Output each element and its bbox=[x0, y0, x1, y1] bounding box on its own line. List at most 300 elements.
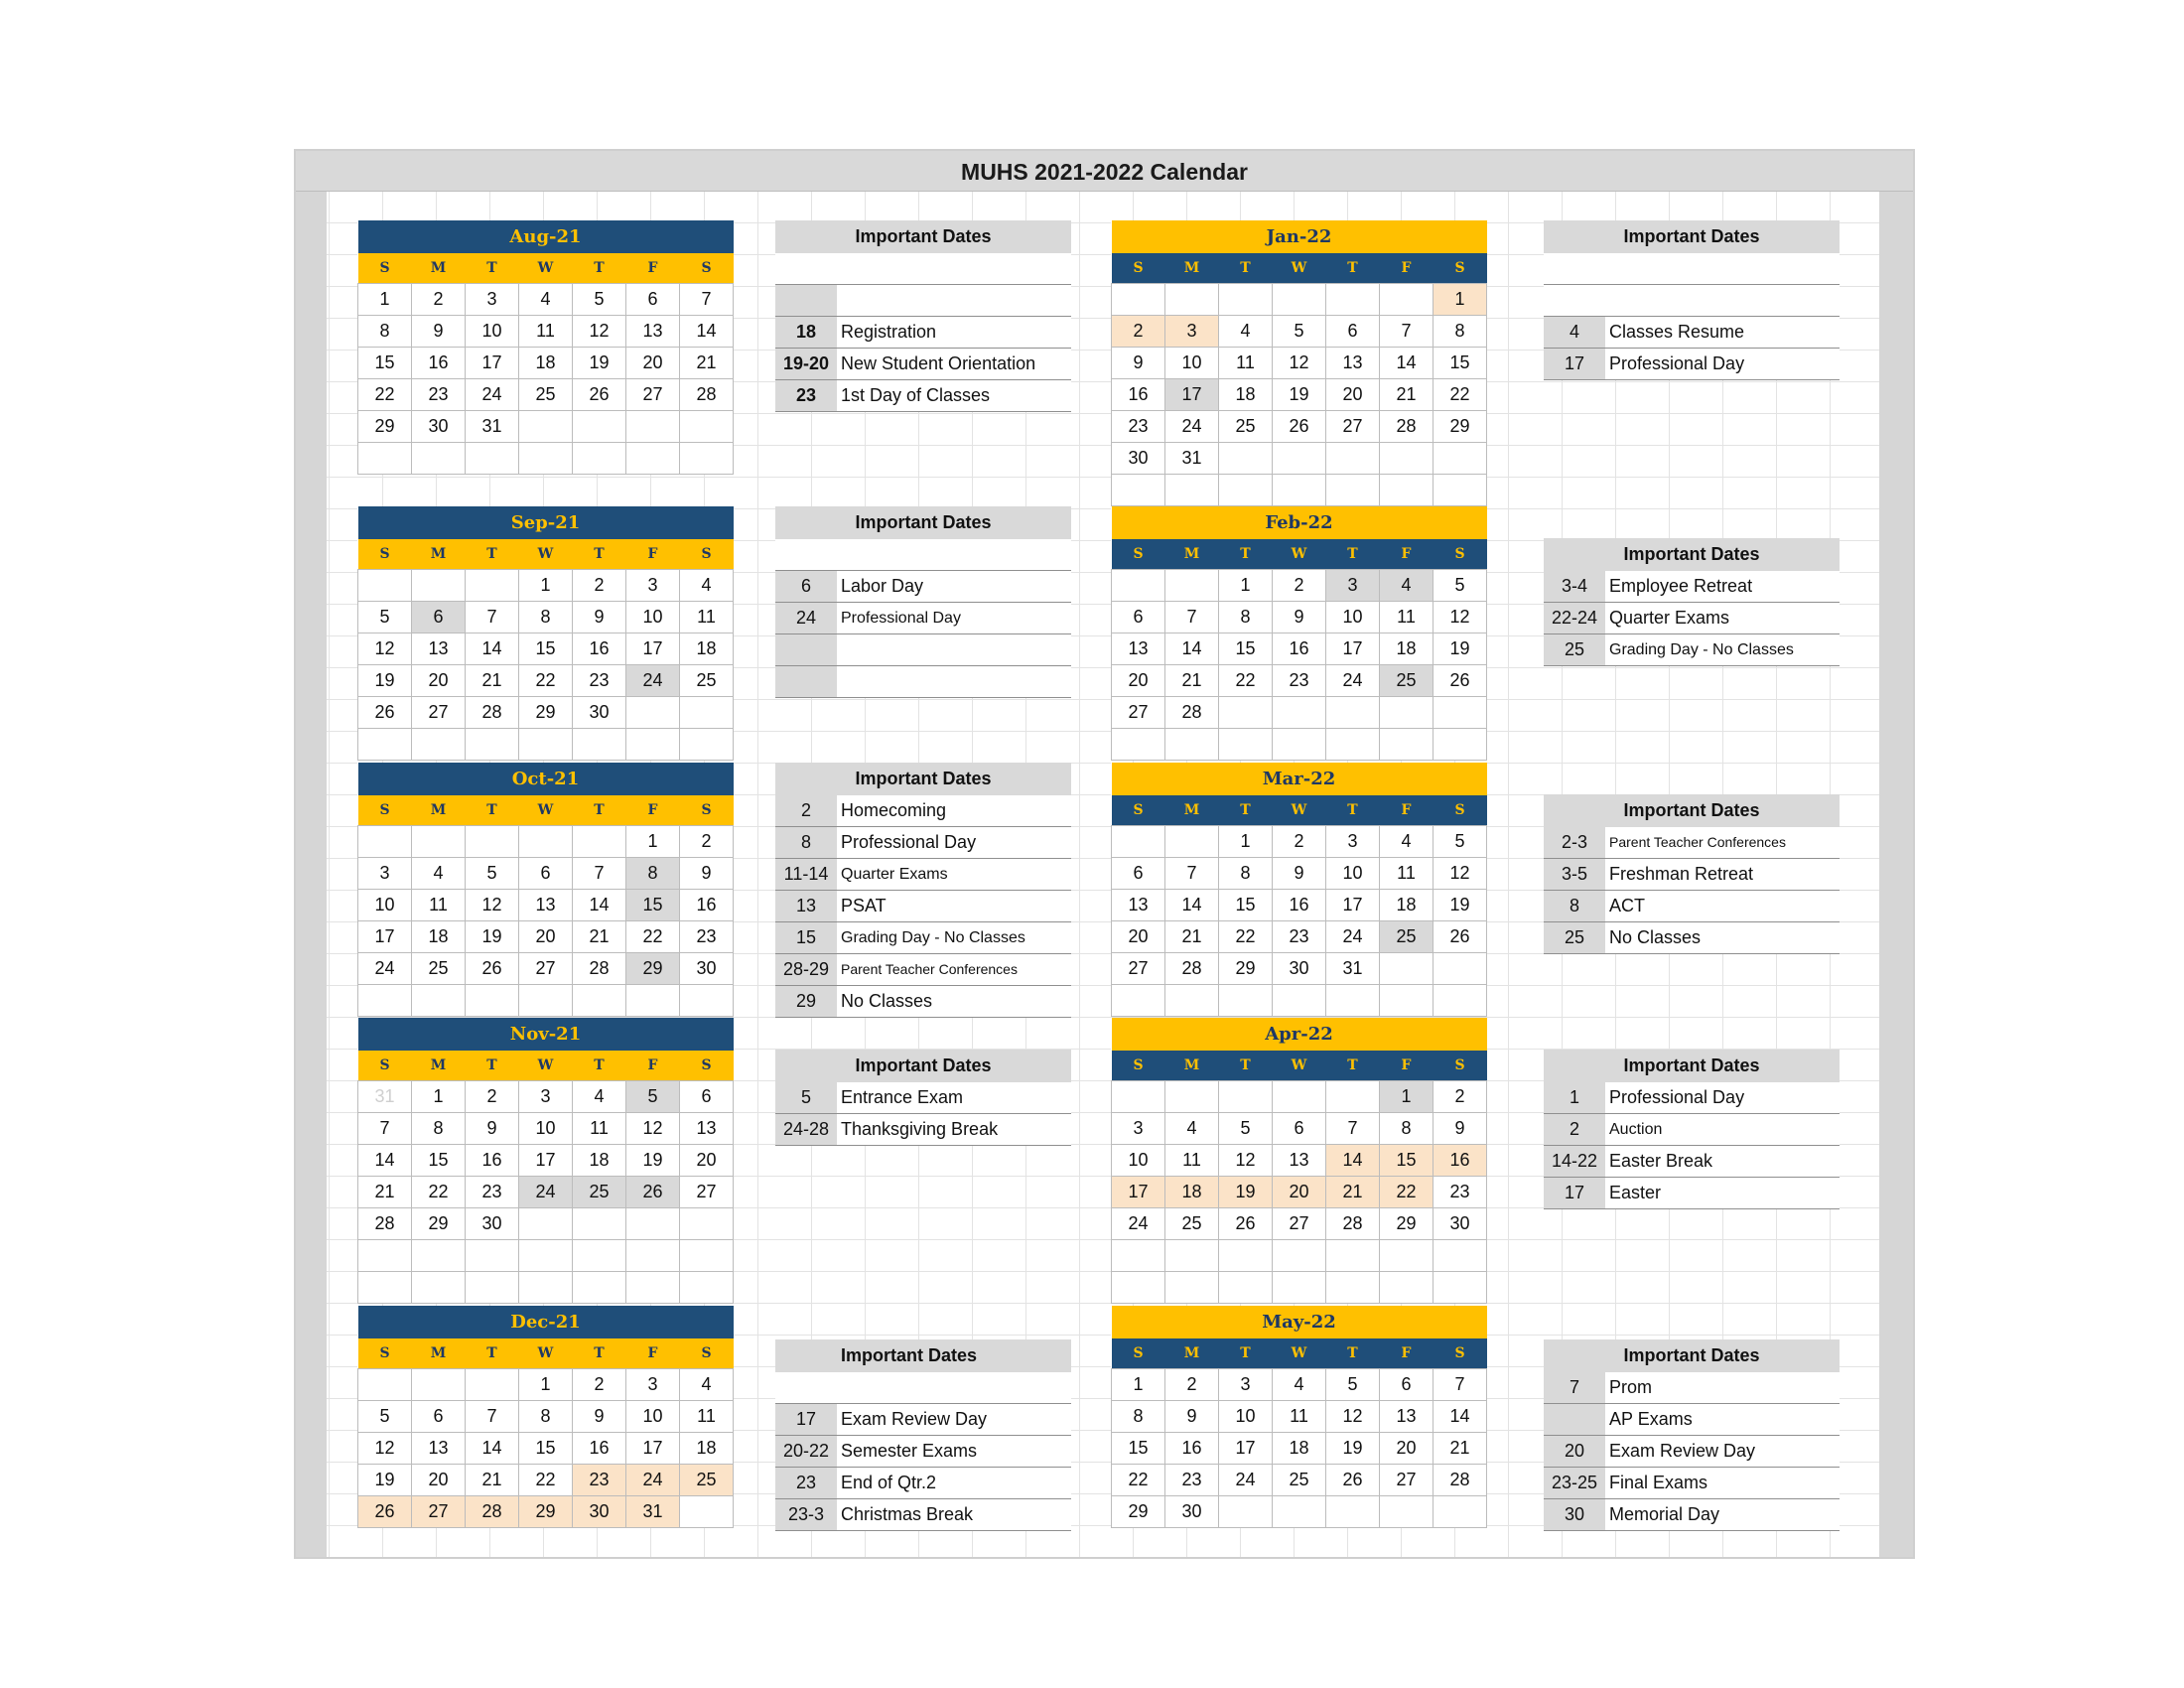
day-cell bbox=[1380, 442, 1433, 474]
left-gutter bbox=[296, 191, 327, 1557]
week-row bbox=[358, 347, 734, 378]
day-cell: 29 bbox=[626, 952, 680, 984]
important-dates-header: Important Dates bbox=[1544, 220, 1840, 253]
important-date-row bbox=[1544, 349, 1840, 380]
week-row bbox=[358, 1432, 734, 1464]
important-date: 17 bbox=[1544, 1178, 1605, 1208]
day-cell: 9 bbox=[466, 1112, 519, 1144]
week-row bbox=[358, 1368, 734, 1400]
important-date-row bbox=[775, 1436, 1071, 1468]
month-title: Aug-21 bbox=[358, 220, 734, 253]
day-cell: 2 bbox=[573, 569, 626, 601]
day-cell: 17 bbox=[1112, 1176, 1165, 1207]
week-row bbox=[358, 633, 734, 664]
important-date: 13 bbox=[775, 891, 837, 921]
weekday-label: F bbox=[1380, 1338, 1433, 1368]
day-cell bbox=[1165, 474, 1219, 505]
important-event: No Classes bbox=[1609, 927, 1702, 947]
day-cell bbox=[412, 1368, 466, 1400]
day-cell: 28 bbox=[466, 1495, 519, 1527]
important-dates-header: Important Dates bbox=[775, 1050, 1071, 1082]
day-cell: 5 bbox=[573, 283, 626, 315]
week-row bbox=[1112, 728, 1487, 760]
weekday-label: T bbox=[466, 1051, 519, 1080]
day-cell bbox=[466, 442, 519, 474]
week-row bbox=[1112, 984, 1487, 1016]
day-cell: 4 bbox=[680, 569, 734, 601]
day-cell bbox=[519, 1239, 573, 1271]
day-cell: 12 bbox=[1433, 601, 1487, 633]
day-cell: 9 bbox=[573, 601, 626, 633]
day-cell: 25 bbox=[680, 664, 734, 696]
important-date: 11-14 bbox=[775, 859, 837, 890]
important-date: 23-3 bbox=[775, 1499, 837, 1530]
day-cell: 1 bbox=[358, 283, 412, 315]
day-cell: 26 bbox=[466, 952, 519, 984]
month-calendar bbox=[357, 506, 734, 761]
day-cell: 12 bbox=[573, 315, 626, 347]
day-cell: 30 bbox=[412, 410, 466, 442]
important-date: 3-5 bbox=[1544, 859, 1605, 890]
day-cell: 13 bbox=[1273, 1144, 1326, 1176]
day-cell bbox=[573, 825, 626, 857]
day-cell bbox=[1380, 283, 1433, 315]
important-date-row bbox=[775, 1082, 1071, 1114]
important-event: 1st Day of Classes bbox=[841, 385, 991, 405]
weekday-label: M bbox=[1165, 1051, 1219, 1080]
month-header-row bbox=[1112, 1018, 1487, 1051]
day-cell: 30 bbox=[1273, 952, 1326, 984]
week-row bbox=[1112, 1239, 1487, 1271]
day-cell bbox=[1112, 1080, 1165, 1112]
day-cell: 14 bbox=[1165, 889, 1219, 920]
weekday-label: F bbox=[626, 1338, 680, 1368]
important-date-row bbox=[1544, 1404, 1840, 1436]
important-date-row bbox=[775, 859, 1071, 891]
day-cell: 5 bbox=[1326, 1368, 1380, 1400]
important-event: AP Exams bbox=[1609, 1409, 1693, 1429]
important-event: Christmas Break bbox=[841, 1504, 974, 1524]
day-cell bbox=[1380, 1239, 1433, 1271]
day-cell bbox=[1380, 728, 1433, 760]
day-cell bbox=[1273, 1271, 1326, 1303]
important-date: 14-22 bbox=[1544, 1146, 1605, 1177]
day-cell: 20 bbox=[680, 1144, 734, 1176]
day-cell: 4 bbox=[573, 1080, 626, 1112]
day-cell: 7 bbox=[1380, 315, 1433, 347]
day-cell bbox=[680, 1239, 734, 1271]
day-cell bbox=[412, 1239, 466, 1271]
important-date bbox=[1544, 253, 1605, 284]
week-row bbox=[1112, 920, 1487, 952]
day-cell: 13 bbox=[680, 1112, 734, 1144]
day-cell: 15 bbox=[1433, 347, 1487, 378]
important-date-row bbox=[775, 317, 1071, 349]
day-cell: 6 bbox=[1112, 857, 1165, 889]
day-cell bbox=[680, 442, 734, 474]
day-cell: 5 bbox=[466, 857, 519, 889]
important-date: 25 bbox=[1544, 634, 1605, 665]
day-cell: 26 bbox=[626, 1176, 680, 1207]
day-cell: 28 bbox=[1433, 1464, 1487, 1495]
day-cell bbox=[573, 1207, 626, 1239]
day-cell: 19 bbox=[626, 1144, 680, 1176]
important-dates-header: Important Dates bbox=[1544, 538, 1840, 571]
day-cell: 1 bbox=[1219, 825, 1273, 857]
day-cell: 16 bbox=[573, 1432, 626, 1464]
day-cell: 30 bbox=[466, 1207, 519, 1239]
day-cell bbox=[1273, 1080, 1326, 1112]
day-cell: 26 bbox=[358, 1495, 412, 1527]
month-calendar bbox=[1111, 220, 1487, 506]
day-cell bbox=[1433, 984, 1487, 1016]
day-cell: 15 bbox=[1219, 633, 1273, 664]
weekday-label: T bbox=[466, 795, 519, 825]
day-cell bbox=[573, 984, 626, 1016]
weekday-label: M bbox=[412, 1338, 466, 1368]
day-cell: 8 bbox=[358, 315, 412, 347]
day-cell: 9 bbox=[1433, 1112, 1487, 1144]
weekday-label: M bbox=[412, 253, 466, 283]
day-cell: 22 bbox=[519, 1464, 573, 1495]
day-cell bbox=[358, 569, 412, 601]
day-cell bbox=[1165, 825, 1219, 857]
day-cell bbox=[1380, 696, 1433, 728]
day-cell: 20 bbox=[1380, 1432, 1433, 1464]
day-cell: 3 bbox=[626, 569, 680, 601]
day-cell: 9 bbox=[1112, 347, 1165, 378]
week-row bbox=[1112, 474, 1487, 505]
important-event bbox=[837, 539, 1071, 570]
month-header-row bbox=[358, 220, 734, 253]
day-cell bbox=[1380, 1271, 1433, 1303]
day-cell bbox=[1326, 728, 1380, 760]
day-cell: 22 bbox=[412, 1176, 466, 1207]
day-cell bbox=[1433, 442, 1487, 474]
day-cell: 21 bbox=[1433, 1432, 1487, 1464]
day-cell bbox=[519, 728, 573, 760]
day-cell bbox=[1433, 474, 1487, 505]
important-event bbox=[1605, 253, 1840, 284]
day-cell bbox=[466, 984, 519, 1016]
day-cell: 24 bbox=[1112, 1207, 1165, 1239]
week-row bbox=[358, 1207, 734, 1239]
day-cell bbox=[680, 1495, 734, 1527]
week-row bbox=[358, 825, 734, 857]
month-header-row bbox=[358, 506, 734, 539]
day-cell: 28 bbox=[1380, 410, 1433, 442]
day-cell: 21 bbox=[1326, 1176, 1380, 1207]
important-event: Parent Teacher Conferences bbox=[1609, 834, 1786, 850]
day-cell: 31 bbox=[1326, 952, 1380, 984]
day-cell: 8 bbox=[1219, 601, 1273, 633]
important-date: 20 bbox=[1544, 1436, 1605, 1467]
day-cell bbox=[466, 1239, 519, 1271]
day-cell: 3 bbox=[1112, 1112, 1165, 1144]
day-cell bbox=[1219, 474, 1273, 505]
week-row bbox=[1112, 1112, 1487, 1144]
day-cell: 10 bbox=[1326, 601, 1380, 633]
important-date: 15 bbox=[775, 922, 837, 953]
day-cell: 25 bbox=[680, 1464, 734, 1495]
day-cell: 27 bbox=[1273, 1207, 1326, 1239]
day-cell: 18 bbox=[1380, 889, 1433, 920]
important-event: Professional Day bbox=[841, 832, 977, 852]
day-cell: 27 bbox=[1380, 1464, 1433, 1495]
day-cell: 12 bbox=[626, 1112, 680, 1144]
day-cell: 21 bbox=[573, 920, 626, 952]
day-cell: 5 bbox=[358, 601, 412, 633]
important-date-row bbox=[775, 1114, 1071, 1146]
week-row bbox=[358, 442, 734, 474]
important-date: 4 bbox=[1544, 317, 1605, 348]
weekday-label: T bbox=[1326, 253, 1380, 283]
day-cell: 2 bbox=[1273, 569, 1326, 601]
day-cell bbox=[1273, 696, 1326, 728]
week-row bbox=[1112, 889, 1487, 920]
day-cell: 30 bbox=[680, 952, 734, 984]
day-cell: 30 bbox=[573, 1495, 626, 1527]
day-cell: 10 bbox=[1112, 1144, 1165, 1176]
day-cell: 17 bbox=[1326, 633, 1380, 664]
day-cell bbox=[1273, 283, 1326, 315]
day-cell: 25 bbox=[519, 378, 573, 410]
day-cell: 24 bbox=[1326, 664, 1380, 696]
day-cell: 3 bbox=[1326, 825, 1380, 857]
day-cell: 1 bbox=[1219, 569, 1273, 601]
day-cell bbox=[626, 442, 680, 474]
day-cell: 23 bbox=[573, 664, 626, 696]
day-cell bbox=[466, 1271, 519, 1303]
week-row bbox=[1112, 283, 1487, 315]
important-dates-panel bbox=[1544, 538, 1840, 666]
important-date: 19-20 bbox=[775, 349, 837, 379]
day-cell: 20 bbox=[1112, 664, 1165, 696]
important-date: 28-29 bbox=[775, 954, 837, 985]
day-cell: 14 bbox=[466, 1432, 519, 1464]
important-event: Thanksgiving Break bbox=[841, 1119, 999, 1139]
day-cell: 10 bbox=[519, 1112, 573, 1144]
day-cell: 17 bbox=[358, 920, 412, 952]
day-cell: 23 bbox=[466, 1176, 519, 1207]
day-cell: 4 bbox=[412, 857, 466, 889]
day-cell: 14 bbox=[1165, 633, 1219, 664]
day-cell bbox=[680, 696, 734, 728]
important-date: 2 bbox=[775, 795, 837, 826]
day-cell bbox=[466, 569, 519, 601]
day-cell: 22 bbox=[1380, 1176, 1433, 1207]
important-event: Professional Day bbox=[1609, 353, 1745, 373]
month-header-row bbox=[1112, 506, 1487, 539]
week-row bbox=[358, 1271, 734, 1303]
day-cell: 17 bbox=[626, 633, 680, 664]
important-date-row bbox=[775, 891, 1071, 922]
important-date-row bbox=[775, 1404, 1071, 1436]
important-date-row bbox=[775, 285, 1071, 317]
important-event: Prom bbox=[1609, 1377, 1653, 1397]
day-cell: 2 bbox=[1273, 825, 1326, 857]
important-date-row bbox=[1544, 891, 1840, 922]
important-event: Grading Day - No Classes bbox=[1609, 641, 1794, 658]
day-cell bbox=[680, 728, 734, 760]
day-cell: 24 bbox=[519, 1176, 573, 1207]
important-date: 18 bbox=[775, 317, 837, 348]
week-row bbox=[1112, 664, 1487, 696]
day-cell bbox=[1112, 1239, 1165, 1271]
day-cell: 29 bbox=[1112, 1495, 1165, 1527]
important-dates-header: Important Dates bbox=[775, 1339, 1071, 1372]
day-cell: 12 bbox=[466, 889, 519, 920]
weekday-label: W bbox=[519, 253, 573, 283]
day-cell: 30 bbox=[1112, 442, 1165, 474]
day-cell: 18 bbox=[1219, 378, 1273, 410]
day-cell: 17 bbox=[1219, 1432, 1273, 1464]
day-cell bbox=[1433, 728, 1487, 760]
day-cell: 15 bbox=[412, 1144, 466, 1176]
weekday-label: T bbox=[1326, 539, 1380, 569]
day-cell: 18 bbox=[519, 347, 573, 378]
day-cell: 19 bbox=[1326, 1432, 1380, 1464]
day-cell: 3 bbox=[626, 1368, 680, 1400]
month-title: Mar-22 bbox=[1112, 763, 1487, 795]
day-cell bbox=[1326, 1080, 1380, 1112]
important-date-row bbox=[775, 1499, 1071, 1531]
day-cell: 25 bbox=[1219, 410, 1273, 442]
day-cell bbox=[412, 442, 466, 474]
week-row bbox=[1112, 378, 1487, 410]
month-calendar bbox=[357, 763, 734, 1017]
day-cell: 18 bbox=[680, 633, 734, 664]
day-cell bbox=[358, 984, 412, 1016]
week-row bbox=[1112, 442, 1487, 474]
day-cell: 2 bbox=[1112, 315, 1165, 347]
day-cell bbox=[1380, 984, 1433, 1016]
day-cell: 5 bbox=[626, 1080, 680, 1112]
day-cell: 19 bbox=[1273, 378, 1326, 410]
important-event bbox=[837, 253, 1071, 284]
weekday-header-row bbox=[1112, 1338, 1487, 1368]
day-cell bbox=[519, 1271, 573, 1303]
weekday-label: T bbox=[1219, 1338, 1273, 1368]
week-row bbox=[358, 315, 734, 347]
day-cell: 1 bbox=[1433, 283, 1487, 315]
day-cell: 15 bbox=[1112, 1432, 1165, 1464]
day-cell: 29 bbox=[1380, 1207, 1433, 1239]
day-cell: 28 bbox=[680, 378, 734, 410]
weekday-header-row bbox=[358, 539, 734, 569]
important-event: Exam Review Day bbox=[1609, 1441, 1756, 1461]
day-cell: 26 bbox=[573, 378, 626, 410]
day-cell: 6 bbox=[1112, 601, 1165, 633]
important-dates-header: Important Dates bbox=[1544, 1339, 1840, 1372]
day-cell: 27 bbox=[519, 952, 573, 984]
day-cell bbox=[680, 1271, 734, 1303]
day-cell: 8 bbox=[412, 1112, 466, 1144]
important-event: Classes Resume bbox=[1609, 322, 1745, 342]
day-cell bbox=[358, 728, 412, 760]
day-cell: 9 bbox=[1273, 857, 1326, 889]
week-row bbox=[358, 952, 734, 984]
important-event: Grading Day - No Classes bbox=[841, 929, 1025, 946]
day-cell bbox=[1219, 283, 1273, 315]
weekday-label: W bbox=[519, 539, 573, 569]
day-cell: 30 bbox=[573, 696, 626, 728]
important-event: Easter Break bbox=[1609, 1151, 1713, 1171]
day-cell: 7 bbox=[1165, 601, 1219, 633]
day-cell bbox=[1112, 283, 1165, 315]
important-date-row bbox=[1544, 285, 1840, 317]
weekday-label: F bbox=[1380, 253, 1433, 283]
day-cell bbox=[1273, 442, 1326, 474]
weekday-label: W bbox=[1273, 253, 1326, 283]
weekday-header-row bbox=[358, 1051, 734, 1080]
day-cell: 2 bbox=[466, 1080, 519, 1112]
important-date-row bbox=[775, 603, 1071, 634]
day-cell: 25 bbox=[1165, 1207, 1219, 1239]
day-cell: 10 bbox=[1326, 857, 1380, 889]
day-cell bbox=[1326, 474, 1380, 505]
day-cell: 22 bbox=[1433, 378, 1487, 410]
week-row bbox=[358, 283, 734, 315]
day-cell bbox=[358, 1239, 412, 1271]
day-cell bbox=[1433, 952, 1487, 984]
important-date: 5 bbox=[775, 1082, 837, 1113]
weekday-label: T bbox=[1219, 1051, 1273, 1080]
day-cell: 29 bbox=[412, 1207, 466, 1239]
day-cell: 3 bbox=[1326, 569, 1380, 601]
day-cell: 11 bbox=[573, 1112, 626, 1144]
day-cell: 3 bbox=[1165, 315, 1219, 347]
month-header-row bbox=[1112, 763, 1487, 795]
day-cell: 23 bbox=[1112, 410, 1165, 442]
day-cell: 8 bbox=[1112, 1400, 1165, 1432]
day-cell bbox=[1219, 1080, 1273, 1112]
day-cell: 6 bbox=[680, 1080, 734, 1112]
important-date-row bbox=[1544, 603, 1840, 634]
day-cell: 21 bbox=[1165, 920, 1219, 952]
day-cell: 7 bbox=[466, 601, 519, 633]
day-cell: 22 bbox=[1112, 1464, 1165, 1495]
important-dates-panel bbox=[775, 1339, 1071, 1531]
day-cell bbox=[519, 825, 573, 857]
important-date-row bbox=[1544, 1499, 1840, 1531]
day-cell: 7 bbox=[1326, 1112, 1380, 1144]
important-event: ACT bbox=[1609, 896, 1645, 915]
weekday-label: T bbox=[1326, 1051, 1380, 1080]
week-row bbox=[1112, 1144, 1487, 1176]
day-cell: 21 bbox=[466, 664, 519, 696]
day-cell: 17 bbox=[519, 1144, 573, 1176]
day-cell bbox=[1433, 1239, 1487, 1271]
day-cell: 13 bbox=[412, 1432, 466, 1464]
day-cell bbox=[626, 1207, 680, 1239]
day-cell bbox=[1219, 728, 1273, 760]
week-row bbox=[1112, 952, 1487, 984]
important-date: 3-4 bbox=[1544, 571, 1605, 602]
weekday-label: S bbox=[680, 1051, 734, 1080]
important-date bbox=[775, 285, 837, 316]
weekday-label: W bbox=[1273, 1051, 1326, 1080]
week-row bbox=[1112, 601, 1487, 633]
important-event: End of Qtr.2 bbox=[841, 1473, 937, 1492]
day-cell: 9 bbox=[412, 315, 466, 347]
day-cell: 16 bbox=[412, 347, 466, 378]
day-cell bbox=[1433, 1271, 1487, 1303]
day-cell bbox=[1219, 1239, 1273, 1271]
day-cell: 8 bbox=[1219, 857, 1273, 889]
day-cell: 3 bbox=[519, 1080, 573, 1112]
weekday-label: S bbox=[1433, 795, 1487, 825]
